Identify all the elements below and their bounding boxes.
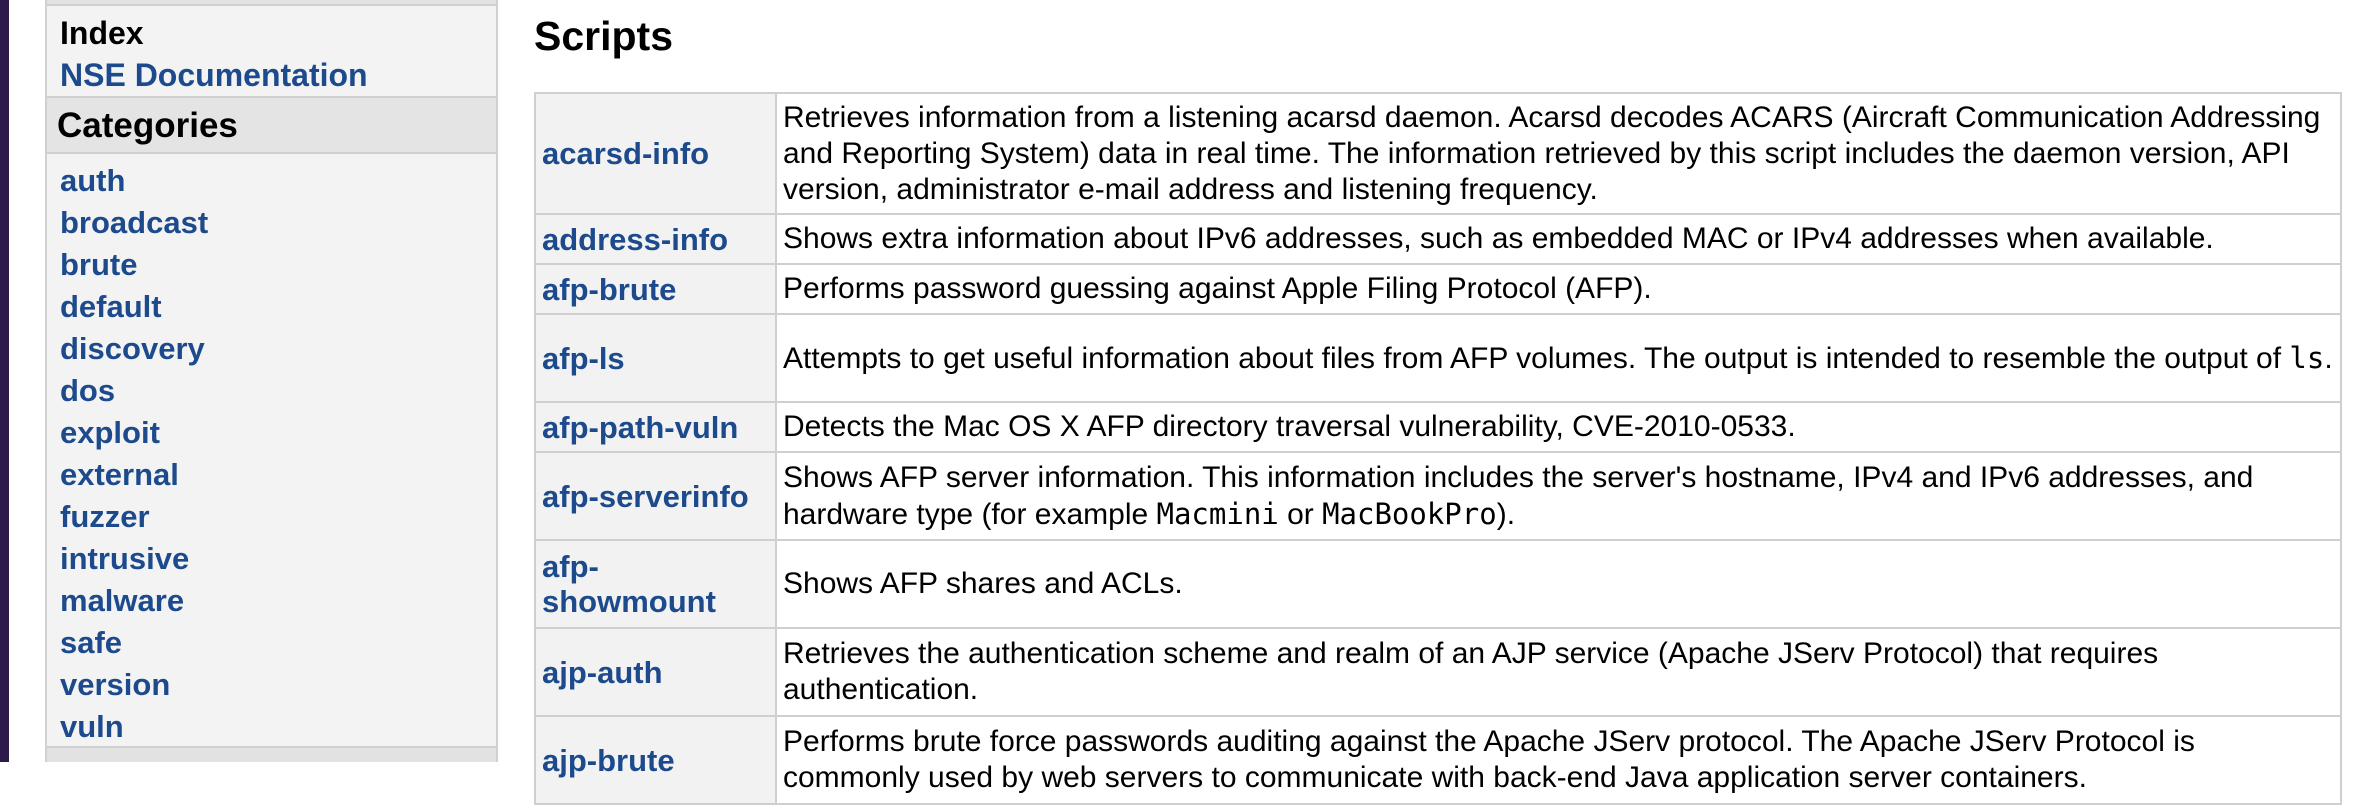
table-row	[535, 314, 2341, 402]
category-list	[60, 160, 208, 748]
description-text: ).	[1496, 497, 1516, 531]
description-text: Shows AFP server information. This information includes the server's hostname, IPv4 and IPv6 addresses, and hardware type (for example	[783, 460, 2254, 531]
script-link-ajp-auth[interactable]: ajp-auth	[535, 628, 776, 716]
nse-documentation-link[interactable]: NSE Documentation	[60, 57, 368, 93]
table-row	[535, 540, 2341, 628]
gutter	[9, 0, 45, 762]
category-link-broadcast[interactable]: broadcast	[60, 205, 209, 240]
category-link-version[interactable]: version	[60, 667, 171, 702]
category-link-vuln[interactable]: vuln	[60, 709, 124, 744]
table-row	[535, 402, 2341, 452]
script-description: Shows extra information about IPv6 addresses, such as embedded MAC or IPv4 addresses when available.	[776, 214, 2341, 264]
script-link-acarsd-info[interactable]: acarsd-info	[535, 93, 776, 214]
category-link-intrusive[interactable]: intrusive	[60, 541, 190, 576]
script-description: Shows AFP shares and ACLs.	[776, 540, 2341, 628]
category-link-safe[interactable]: safe	[60, 625, 123, 660]
page-title: Scripts	[534, 13, 673, 59]
script-description: Retrieves the authentication scheme and realm of an AJP service (Apache JServ Protocol) that requires authentication.	[776, 628, 2341, 716]
category-link-malware[interactable]: malware	[60, 583, 185, 618]
category-link-discovery[interactable]: discovery	[60, 331, 205, 366]
table-row	[535, 452, 2341, 540]
script-link-afp-ls[interactable]: afp-ls	[535, 314, 776, 402]
script-link-afp-brute[interactable]: afp-brute	[535, 264, 776, 314]
category-link-external[interactable]: external	[60, 457, 179, 492]
category-link-fuzzer[interactable]: fuzzer	[60, 499, 150, 534]
script-description: Detects the Mac OS X AFP directory traversal vulnerability, CVE-2010-0533.	[776, 402, 2341, 452]
script-description	[776, 314, 2341, 402]
table-row	[535, 716, 2341, 804]
table-row	[535, 93, 2341, 214]
sidebar-bottom-border	[47, 746, 496, 762]
category-link-brute[interactable]: brute	[60, 247, 138, 282]
categories-title: Categories	[57, 106, 238, 145]
description-text: .	[2324, 341, 2333, 375]
script-link-afp-showmount[interactable]: afp-showmount	[535, 540, 776, 628]
script-description	[776, 452, 2341, 540]
script-description: Performs password guessing against Apple Filing Protocol (AFP).	[776, 264, 2341, 314]
sidebar	[45, 0, 498, 762]
category-link-auth[interactable]: auth	[60, 163, 126, 198]
sidebar-index-heading: Index	[60, 15, 144, 51]
category-link-default[interactable]: default	[60, 289, 162, 324]
code-snippet: ls	[2289, 340, 2325, 375]
table-row	[535, 628, 2341, 716]
table-row	[535, 214, 2341, 264]
script-description: Retrieves information from a listening acarsd daemon. Acarsd decodes ACARS (Aircraft Communication Addressing and Reporting System) data in real time. The information retrieved by this script includes the daemon version, API version, administrator e-mail address and listening frequency.	[776, 93, 2341, 214]
category-link-dos[interactable]: dos	[60, 373, 116, 408]
category-link-exploit[interactable]: exploit	[60, 415, 160, 450]
scripts-table	[534, 92, 2342, 805]
script-description: Performs brute force passwords auditing against the Apache JServ protocol. The Apache JServ Protocol is commonly used by web servers to communicate with back-end Java application server containers.	[776, 716, 2341, 804]
script-link-ajp-brute[interactable]: ajp-brute	[535, 716, 776, 804]
main-content	[534, 0, 2372, 794]
description-text: or	[1278, 497, 1323, 531]
code-snippet: Macmini	[1156, 496, 1279, 531]
code-snippet: MacBookPro	[1322, 496, 1497, 531]
script-link-afp-serverinfo[interactable]: afp-serverinfo	[535, 452, 776, 540]
table-row	[535, 264, 2341, 314]
description-text: Attempts to get useful information about files from AFP volumes. The output is intended to resemble the output of	[783, 341, 2290, 375]
categories-header	[47, 96, 496, 154]
script-link-afp-path-vuln[interactable]: afp-path-vuln	[535, 402, 776, 452]
script-link-address-info[interactable]: address-info	[535, 214, 776, 264]
sidebar-top-border	[47, 0, 496, 6]
left-edge-stripe	[0, 0, 9, 762]
